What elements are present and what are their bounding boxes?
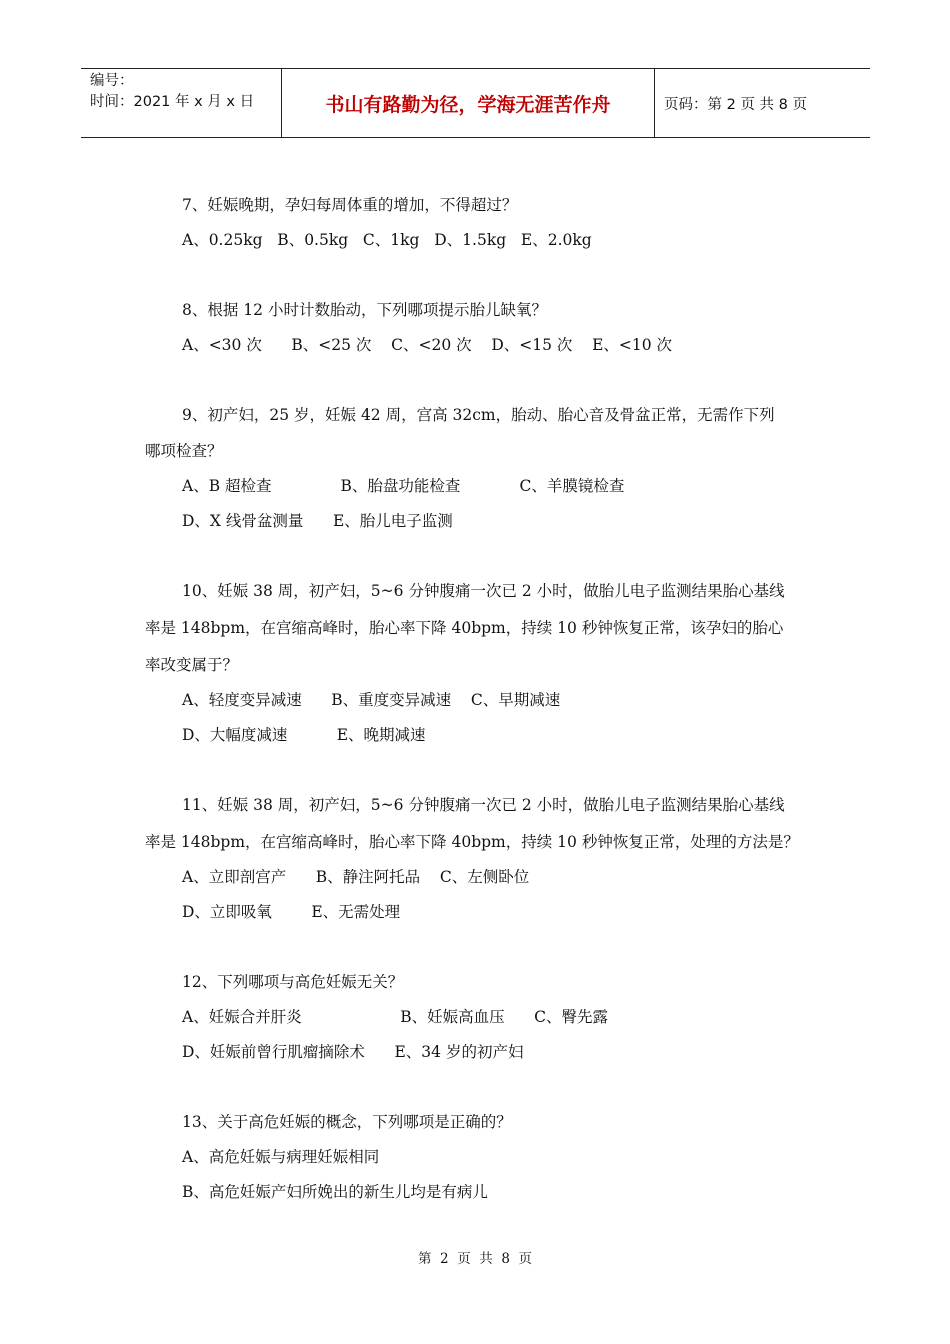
options-13-cont: B、高危妊娠产妇所娩出的新生儿均是有病儿: [182, 1183, 488, 1201]
options-8: A、<30 次 B、<25 次 C、<20 次 D、<15 次 E、<10 次: [182, 336, 673, 354]
question-10: 10、妊娠 38 周，初产妇，5~6 分钟腹痛一次已 2 小时，做胎儿电子监测结果胎心基线: [182, 582, 785, 600]
options-10: A、轻度变异减速 B、重度变异减速 C、早期减速: [182, 691, 561, 709]
question-11-cont: 率是 148bpm，在宫缩高峰时，胎心率下降 40bpm，持续 10 秒钟恢复正常，处理的方法是？: [145, 833, 799, 851]
options-12: A、妊娠合并肝炎 B、妊娠高血压 C、臀先露: [182, 1008, 609, 1026]
options-7: A、0.25kg B、0.5kg C、1kg D、1.5kg E、2.0kg: [182, 231, 592, 249]
options-12-cont: D、妊娠前曾行肌瘤摘除术 E、34 岁的初产妇: [182, 1043, 524, 1061]
options-11-cont: D、立即吸氧 E、无需处理: [182, 903, 401, 921]
question-11: 11、妊娠 38 周，初产妇，5~6 分钟腹痛一次已 2 小时，做胎儿电子监测结果胎心基线: [182, 796, 785, 814]
options-13: A、高危妊娠与病理妊娠相同: [182, 1148, 380, 1166]
question-9: 9、初产妇，25 岁，妊娠 42 周，宫高 32cm，胎动、胎心音及骨盆正常，无需作下列: [182, 406, 775, 424]
header-motto: 书山有路勤为径，学海无涯苦作舟: [325, 93, 611, 116]
question-9-cont: 哪项检查？: [145, 442, 223, 460]
question-13: 13、关于高危妊娠的概念，下列哪项是正确的？: [182, 1113, 512, 1131]
header-divider: [654, 69, 655, 137]
time-label: 时间：2021 年 x 月 x 日: [90, 94, 255, 110]
options-11: A、立即剖宫产 B、静注阿托品 C、左侧卧位: [182, 868, 530, 886]
serial-label: 编号：: [90, 73, 134, 89]
page-footer: 第 2 页 共 8 页: [417, 1251, 533, 1267]
question-10-cont: 率是 148bpm，在宫缩高峰时，胎心率下降 40bpm，持续 10 秒钟恢复正常，该孕妇的胎心: [145, 619, 784, 637]
question-7: 7、妊娠晚期，孕妇每周体重的增加，不得超过？: [182, 196, 518, 214]
question-12: 12、下列哪项与高危妊娠无关？: [182, 973, 404, 991]
options-9: A、B 超检查 B、胎盘功能检查 C、羊膜镜检查: [182, 477, 625, 495]
question-8: 8、根据 12 小时计数胎动，下列哪项提示胎儿缺氧？: [182, 301, 547, 319]
header-table: [81, 68, 870, 138]
options-9-cont: D、X 线骨盆测量 E、胎儿电子监测: [182, 512, 453, 530]
options-10-cont: D、大幅度减速 E、晚期减速: [182, 726, 426, 744]
header-page-code: 页码：第 2 页 共 8 页: [664, 96, 807, 113]
header-meta: [90, 71, 280, 113]
question-10-cont: 率改变属于？: [145, 656, 239, 674]
